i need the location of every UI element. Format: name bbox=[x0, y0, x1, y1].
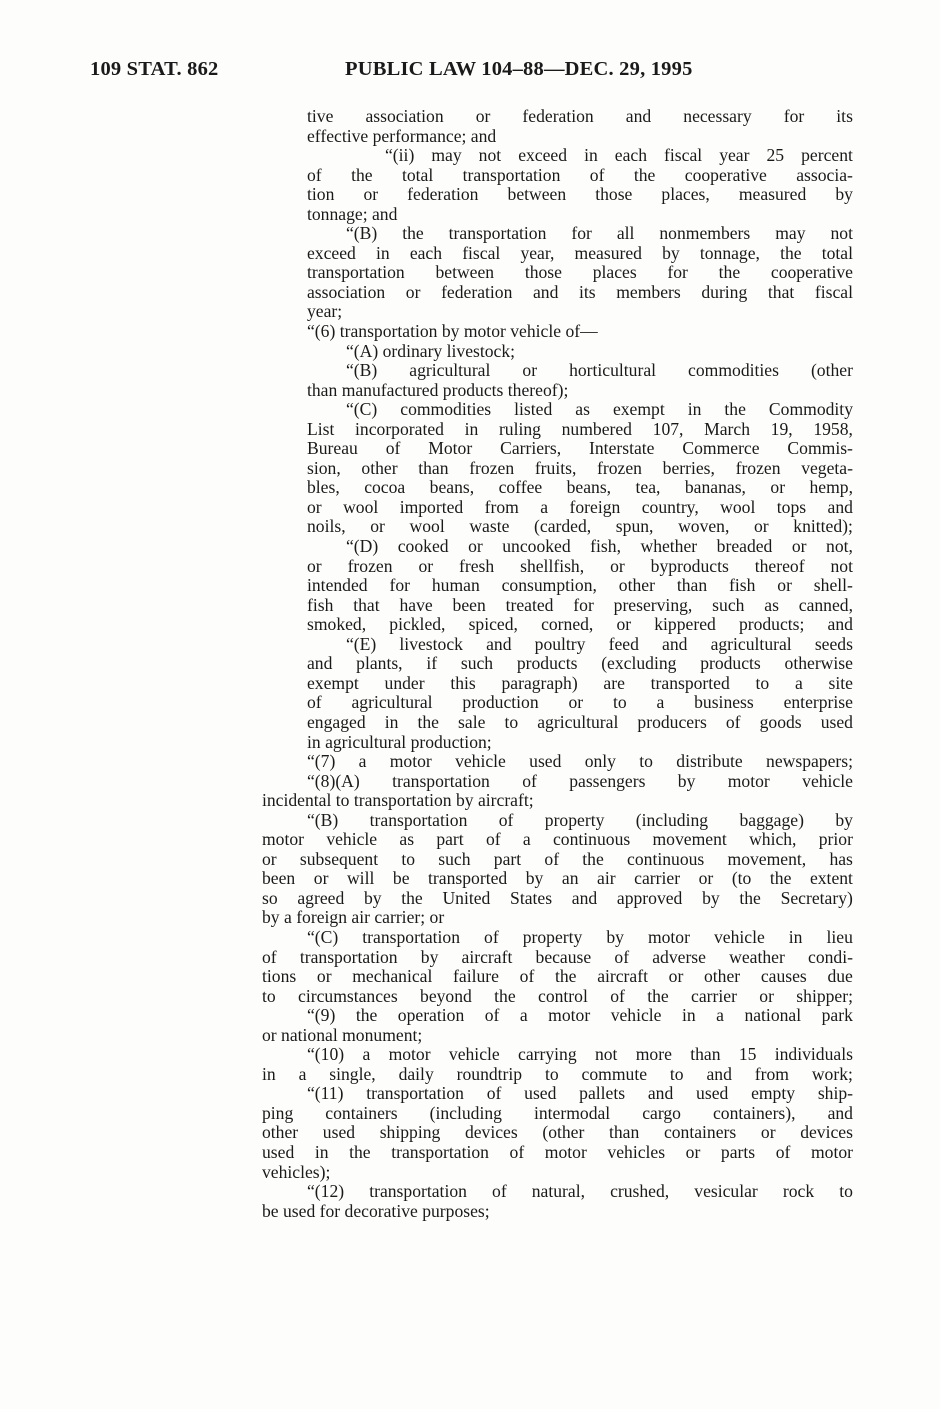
text-line: been or will be transported by an air carrier or (to the extent bbox=[262, 868, 853, 889]
text-line: association or federation and its members during that fiscal bbox=[307, 281, 853, 302]
text-line: tive association or federation and necessary for its bbox=[307, 106, 853, 126]
text-line: sion, other than frozen fruits, frozen berries, frozen vegeta- bbox=[307, 457, 853, 478]
text-line: intended for human consumption, other than fish or shell- bbox=[307, 575, 853, 596]
statute-page-number: 109 STAT. 862 bbox=[90, 58, 219, 80]
text-line: “(B) the transportation for all nonmembers may not bbox=[346, 223, 853, 244]
text-line: to circumstances beyond the control of the carrier or shipper; bbox=[262, 985, 853, 1006]
text-line: “(C) commodities listed as exempt in the Commodity bbox=[346, 399, 853, 420]
text-line: tions or mechanical failure of the aircraft or other causes due bbox=[262, 966, 853, 987]
text-line: “(9) the operation of a motor vehicle in a national park bbox=[307, 1005, 853, 1026]
text-line: smoked, pickled, spiced, corned, or kippered products; and bbox=[307, 614, 853, 635]
text-line: vehicles); bbox=[262, 1161, 331, 1182]
text-line: bles, cocoa beans, coffee beans, tea, bananas, or hemp, bbox=[307, 477, 853, 498]
text-line: “(6) transportation by motor vehicle of— bbox=[307, 321, 598, 342]
text-line: than manufactured products thereof); bbox=[307, 379, 569, 400]
text-line: or national monument; bbox=[262, 1024, 423, 1045]
text-line: or subsequent to such part of the continuous movement, has bbox=[262, 848, 853, 869]
text-line: “(A) ordinary livestock; bbox=[346, 340, 516, 361]
text-line: fish that have been treated for preserving, such as canned, bbox=[307, 594, 853, 615]
text-line: year; bbox=[307, 301, 343, 322]
text-line: tion or federation between those places, measured by bbox=[307, 184, 853, 205]
text-line: Bureau of Motor Carriers, Interstate Commerce Commis- bbox=[307, 438, 853, 459]
text-line: List incorporated in ruling numbered 107, March 19, 1958, bbox=[307, 418, 853, 439]
text-line: incidental to transportation by aircraft; bbox=[262, 790, 534, 811]
text-line: “(D) cooked or uncooked fish, whether breaded or not, bbox=[346, 536, 853, 557]
text-line: “(7) a motor vehicle used only to distribute newspapers; bbox=[307, 751, 853, 772]
text-line: ping containers (including intermodal cargo containers), and bbox=[262, 1102, 853, 1123]
text-line: “(8)(A) transportation of passengers by motor vehicle bbox=[307, 770, 853, 791]
text-line: so agreed by the United States and approved by the Secretary) bbox=[262, 887, 853, 908]
running-header bbox=[0, 58, 940, 92]
text-line: by a foreign air carrier; or bbox=[262, 907, 445, 928]
text-line: of transportation by aircraft because of adverse weather condi- bbox=[262, 946, 853, 967]
public-law-citation: PUBLIC LAW 104–88—DEC. 29, 1995 bbox=[345, 58, 693, 80]
text-line: “(ii) may not exceed in each fiscal year 25 percent bbox=[385, 145, 853, 166]
text-line: or wool imported from a foreign country, wool tops and bbox=[307, 496, 853, 517]
text-line: “(B) agricultural or horticultural commodities (other bbox=[346, 360, 853, 381]
text-line: of the total transportation of the cooperative associa- bbox=[307, 164, 853, 185]
text-line: “(11) transportation of used pallets and used empty ship- bbox=[307, 1083, 853, 1104]
text-line: exceed in each fiscal year, measured by tonnage, the total bbox=[307, 242, 853, 263]
text-line: “(12) transportation of natural, crushed, vesicular rock to bbox=[307, 1181, 853, 1202]
text-line: of agricultural production or to a business enterprise bbox=[307, 692, 853, 713]
text-line: “(E) livestock and poultry feed and agricultural seeds bbox=[346, 633, 853, 654]
text-line: and plants, if such products (excluding products otherwise bbox=[307, 653, 853, 674]
text-line: “(B) transportation of property (including baggage) by bbox=[307, 809, 853, 830]
text-line: tonnage; and bbox=[307, 203, 398, 224]
text-line: effective performance; and bbox=[307, 125, 497, 146]
text-line: transportation between those places for the cooperative bbox=[307, 262, 853, 283]
text-line: in a single, daily roundtrip to commute to and from work; bbox=[262, 1063, 853, 1084]
text-line: engaged in the sale to agricultural producers of goods used bbox=[307, 711, 853, 732]
text-line: used in the transportation of motor vehicles or parts of motor bbox=[262, 1141, 853, 1162]
text-line: or frozen or fresh shellfish, or byproducts thereof not bbox=[307, 555, 853, 576]
text-line: exempt under this paragraph) are transported to a site bbox=[307, 672, 853, 693]
text-line: be used for decorative purposes; bbox=[262, 1200, 490, 1221]
text-line: noils, or wool waste (carded, spun, woven, or knitted); bbox=[307, 516, 853, 537]
text-line: motor vehicle as part of a continuous movement which, prior bbox=[262, 829, 853, 850]
statute-body-text bbox=[262, 107, 853, 1221]
text-line: in agricultural production; bbox=[307, 731, 492, 752]
text-line: other used shipping devices (other than containers or devices bbox=[262, 1122, 853, 1143]
text-line: “(C) transportation of property by motor vehicle in lieu bbox=[307, 926, 853, 947]
text-line: “(10) a motor vehicle carrying not more than 15 individuals bbox=[307, 1044, 853, 1065]
